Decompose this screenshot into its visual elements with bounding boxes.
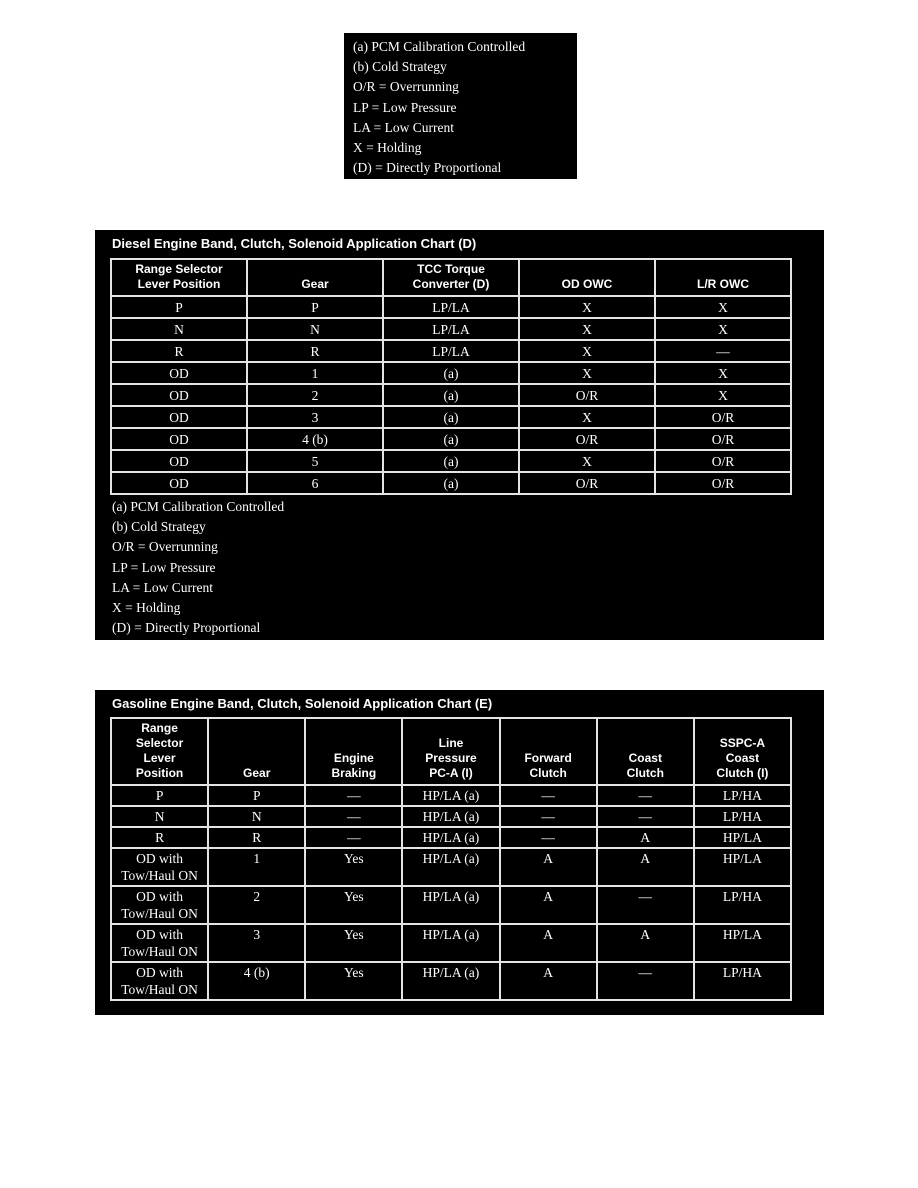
table-row [111, 384, 791, 406]
table-cell: LP/HA [694, 806, 791, 827]
table-cell: — [500, 806, 597, 827]
column-header: Line Pressure PC-A (I) [402, 718, 499, 785]
table-cell: LP/HA [694, 886, 791, 924]
table-row [111, 785, 791, 806]
column-header: Forward Clutch [500, 718, 597, 785]
table-row [111, 318, 791, 340]
table-cell: HP/LA (a) [402, 962, 499, 1000]
table-cell: — [597, 886, 694, 924]
note-line: LP = Low Pressure [353, 99, 457, 115]
table-cell: 5 [247, 450, 383, 472]
table-cell: 4 (b) [247, 428, 383, 450]
table-row [111, 340, 791, 362]
table-cell: 4 (b) [208, 962, 305, 1000]
table-cell: O/R [519, 428, 655, 450]
note-line: X = Holding [353, 140, 422, 156]
table-cell: O/R [655, 450, 791, 472]
top-legend-box [344, 33, 577, 179]
table-cell: X [519, 296, 655, 318]
table-row [111, 296, 791, 318]
note-line: LA = Low Current [353, 119, 454, 135]
table-cell: OD [111, 384, 247, 406]
table-cell: R [247, 340, 383, 362]
diesel-chart-table [110, 258, 792, 495]
table-cell: Yes [305, 848, 402, 886]
table-cell: LP/LA [383, 318, 519, 340]
diesel-chart-panel [95, 230, 824, 640]
table-cell: 1 [208, 848, 305, 886]
note-line: (a) PCM Calibration Controlled [112, 499, 285, 514]
table-cell: R [208, 827, 305, 848]
table-cell: HP/LA (a) [402, 848, 499, 886]
table-cell: N [111, 318, 247, 340]
table-cell: R [111, 827, 208, 848]
table-cell: — [305, 827, 402, 848]
column-header: OD OWC [519, 259, 655, 296]
table-row [111, 406, 791, 428]
table-cell: LP/HA [694, 962, 791, 1000]
column-header: Engine Braking [305, 718, 402, 785]
table-cell: X [519, 362, 655, 384]
table-cell: A [597, 827, 694, 848]
note-line: (D) = Directly Proportional [112, 620, 261, 636]
table-cell: 3 [247, 406, 383, 428]
table-cell: HP/LA [694, 848, 791, 886]
table-row [111, 827, 791, 848]
table-cell: O/R [655, 406, 791, 428]
table-cell: X [519, 340, 655, 362]
table-cell: X [655, 362, 791, 384]
table-cell: — [305, 806, 402, 827]
table-cell: HP/LA (a) [402, 924, 499, 962]
table-row [111, 886, 791, 924]
column-header: SSPC-A Coast Clutch (I) [694, 718, 791, 785]
note-line: LA = Low Current [112, 579, 213, 595]
table-cell: (a) [383, 428, 519, 450]
table-cell: O/R [655, 472, 791, 494]
table-cell: OD [111, 428, 247, 450]
table-cell: 6 [247, 472, 383, 494]
note-line: X = Holding [112, 600, 181, 616]
note-line: LP = Low Pressure [112, 559, 216, 575]
table-cell: LP/LA [383, 296, 519, 318]
table-cell: HP/LA (a) [402, 827, 499, 848]
table-cell: 2 [208, 886, 305, 924]
note-line: O/R = Overrunning [112, 539, 218, 555]
note-line: O/R = Overrunning [353, 79, 459, 95]
table-cell: HP/LA (a) [402, 886, 499, 924]
table-cell: — [597, 962, 694, 1000]
table-cell: OD with Tow/Haul ON [111, 924, 208, 962]
table-cell: Yes [305, 886, 402, 924]
table-cell: — [597, 785, 694, 806]
table-cell: (a) [383, 384, 519, 406]
diesel-chart-title: Diesel Engine Band, Clutch, Solenoid Application Chart (D) [112, 236, 477, 251]
gasoline-chart-table [110, 717, 792, 1001]
note-line: (D) = Directly Proportional [353, 160, 502, 176]
table-cell: A [597, 924, 694, 962]
table-row [111, 450, 791, 472]
table-cell: A [500, 962, 597, 1000]
table-row [111, 962, 791, 1000]
column-header: Gear [208, 718, 305, 785]
table-cell: — [500, 785, 597, 806]
column-header: TCC Torque Converter (D) [383, 259, 519, 296]
table-cell: OD with Tow/Haul ON [111, 962, 208, 1000]
table-cell: X [655, 384, 791, 406]
table-cell: P [111, 296, 247, 318]
note-line: (b) Cold Strategy [112, 519, 206, 535]
table-cell: OD [111, 450, 247, 472]
table-cell: HP/LA [694, 924, 791, 962]
table-cell: P [111, 785, 208, 806]
table-cell: A [500, 924, 597, 962]
table-cell: — [597, 806, 694, 827]
table-cell: 3 [208, 924, 305, 962]
table-cell: OD [111, 406, 247, 428]
table-cell: (a) [383, 472, 519, 494]
table-cell: N [247, 318, 383, 340]
table-cell: HP/LA (a) [402, 785, 499, 806]
table-cell: 1 [247, 362, 383, 384]
table-cell: A [500, 848, 597, 886]
table-row [111, 472, 791, 494]
column-header: Range Selector Lever Position [111, 718, 208, 785]
table-cell: — [305, 785, 402, 806]
table-row [111, 924, 791, 962]
gasoline-chart-panel [95, 690, 824, 1015]
table-cell: X [519, 406, 655, 428]
table-cell: X [655, 318, 791, 340]
diesel-chart-footnotes [112, 497, 284, 638]
column-header: Coast Clutch [597, 718, 694, 785]
table-cell: A [500, 886, 597, 924]
table-cell: OD [111, 472, 247, 494]
table-row [111, 362, 791, 384]
table-cell: X [519, 450, 655, 472]
table-cell: O/R [655, 428, 791, 450]
table-cell: (a) [383, 406, 519, 428]
table-cell: Yes [305, 924, 402, 962]
table-cell: LP/HA [694, 785, 791, 806]
table-cell: HP/LA (a) [402, 806, 499, 827]
column-header: Gear [247, 259, 383, 296]
table-cell: N [208, 806, 305, 827]
table-row [111, 848, 791, 886]
table-cell: OD [111, 362, 247, 384]
table-cell: OD with Tow/Haul ON [111, 886, 208, 924]
table-cell: Yes [305, 962, 402, 1000]
table-cell: A [597, 848, 694, 886]
table-row [111, 428, 791, 450]
column-header: Range Selector Lever Position [111, 259, 247, 296]
table-cell: O/R [519, 384, 655, 406]
table-cell: (a) [383, 362, 519, 384]
note-line: (a) PCM Calibration Controlled [353, 39, 526, 54]
table-cell: N [111, 806, 208, 827]
table-cell: LP/LA [383, 340, 519, 362]
table-cell: X [519, 318, 655, 340]
note-line: (b) Cold Strategy [353, 59, 447, 75]
gasoline-chart-title: Gasoline Engine Band, Clutch, Solenoid Application Chart (E) [112, 696, 493, 711]
table-cell: — [655, 340, 791, 362]
table-row [111, 806, 791, 827]
table-cell: P [208, 785, 305, 806]
table-cell: X [655, 296, 791, 318]
table-cell: (a) [383, 450, 519, 472]
table-cell: 2 [247, 384, 383, 406]
table-cell: OD with Tow/Haul ON [111, 848, 208, 886]
table-cell: — [500, 827, 597, 848]
table-cell: HP/LA [694, 827, 791, 848]
header-row [111, 718, 791, 785]
table-cell: R [111, 340, 247, 362]
column-header: L/R OWC [655, 259, 791, 296]
header-row [111, 259, 791, 296]
table-cell: O/R [519, 472, 655, 494]
table-cell: P [247, 296, 383, 318]
